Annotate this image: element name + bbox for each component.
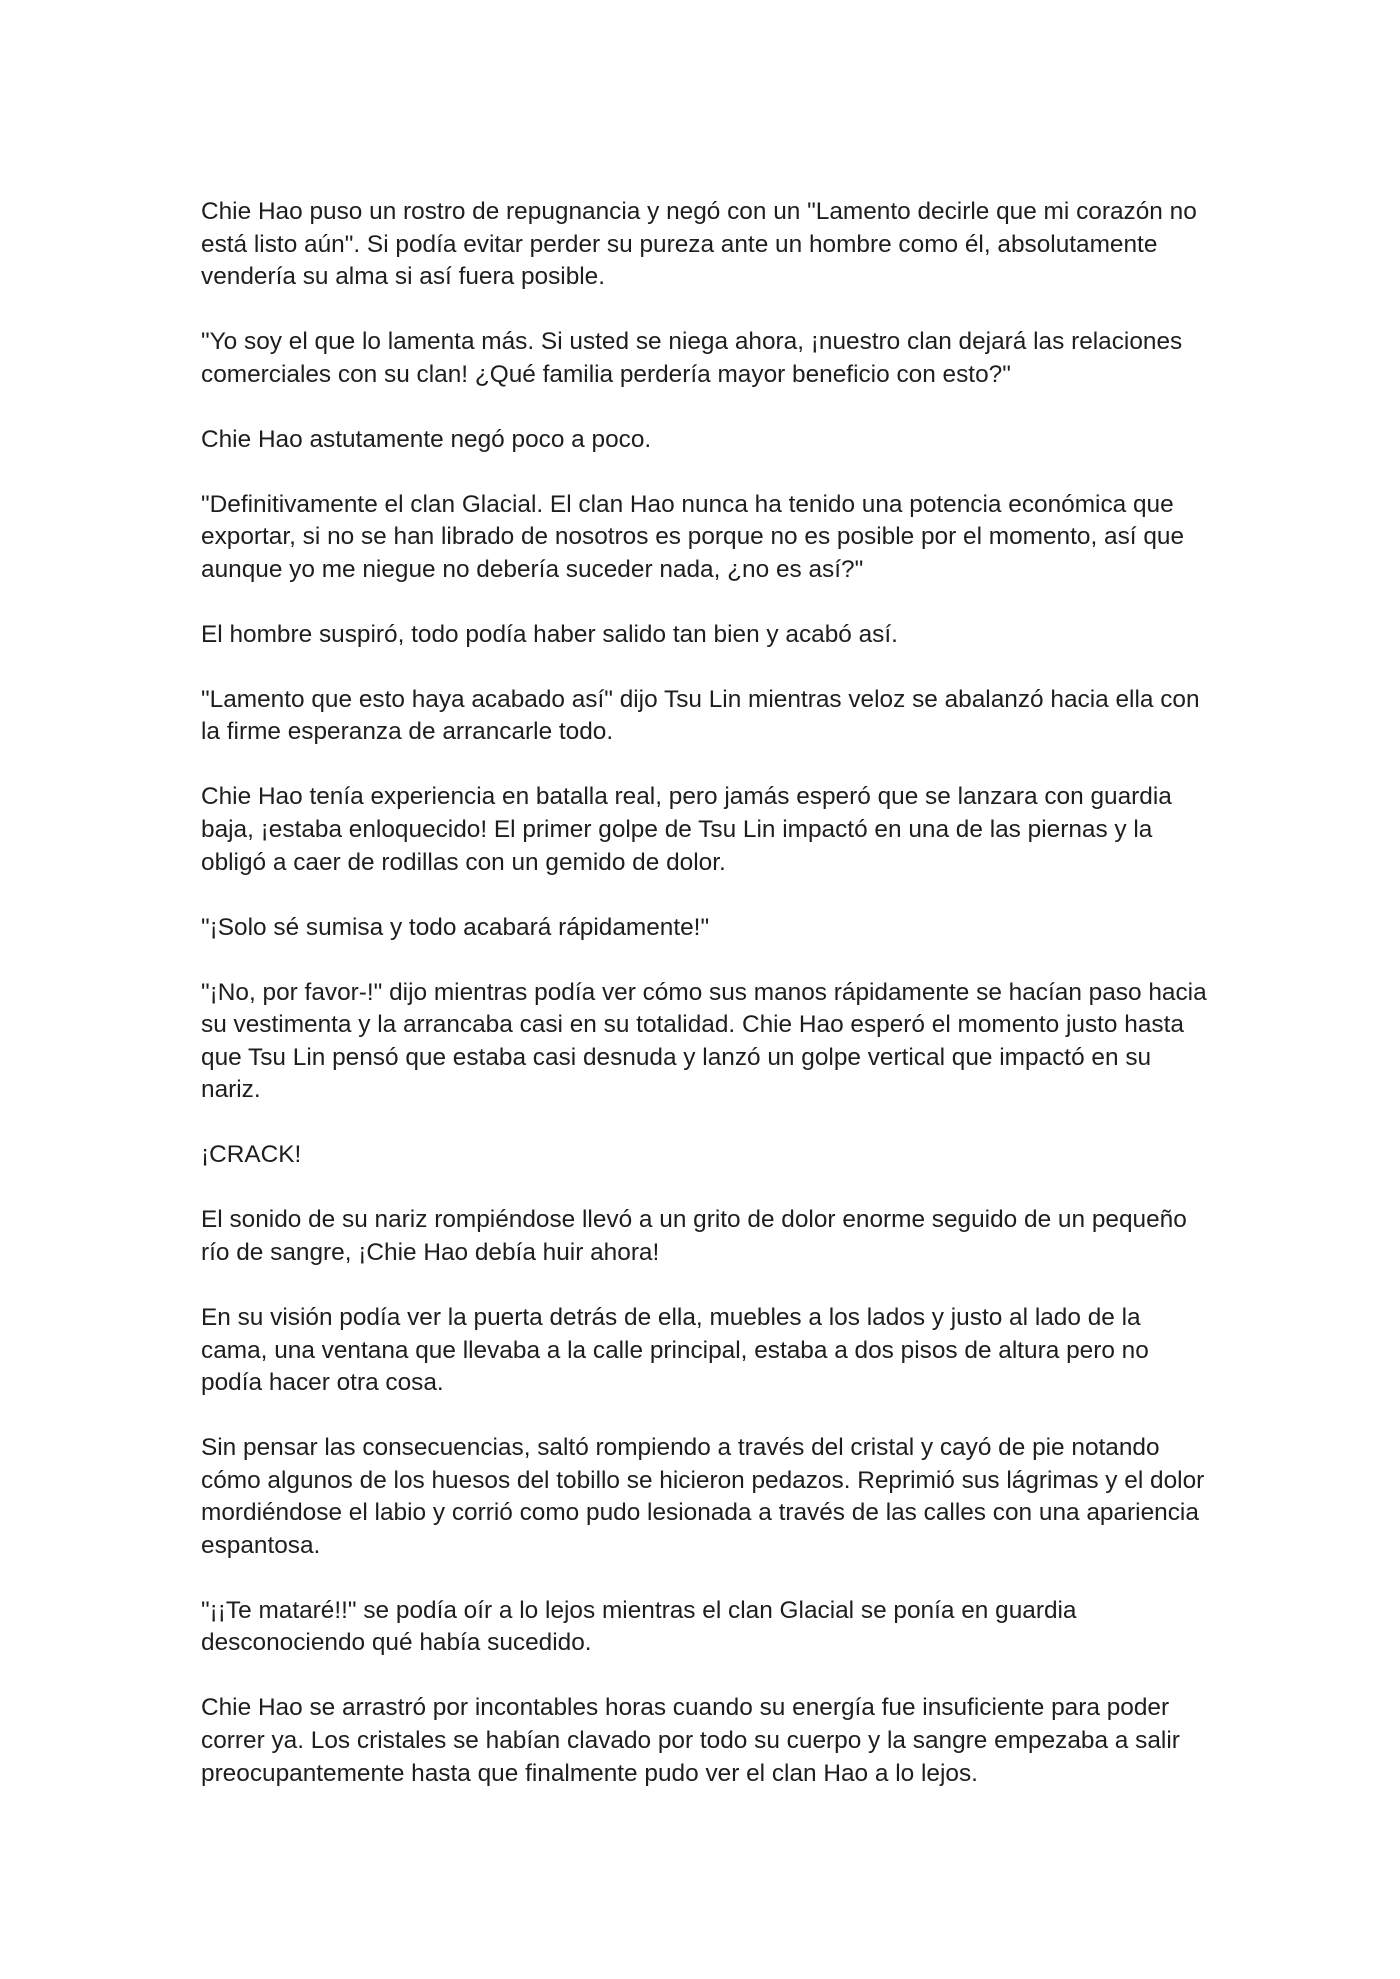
paragraph: Sin pensar las consecuencias, saltó rompiendo a través del cristal y cayó de pie notando cómo algunos de los huesos del tobillo se hicieron pedazos. Reprimió sus lágrimas y el dolor mordiéndose el labio y corrió como pudo lesionada a través de las calles con una apariencia espantosa. [201,1434,1205,1559]
paragraph: "Yo soy el que lo lamenta más. Si usted se niega ahora, ¡nuestro clan dejará las relaciones comerciales con su clan! ¿Qué familia perdería mayor beneficio con esto?" [201,328,1183,388]
paragraph: "¡Solo sé sumisa y todo acabará rápidamente!" [201,913,710,941]
paragraph: Chie Hao puso un rostro de repugnancia y negó con un "Lamento decirle que mi corazón no está listo aún". Si podía evitar perder su pureza ante un hombre como él, absolutamente vendería su alma si así fuera posible. [201,198,1197,291]
paragraph: Chie Hao se arrastró por incontables horas cuando su energía fue insuficiente para poder correr ya. Los cristales se habían clavado por todo su cuerpo y la sangre empezaba a salir preocupantemente hasta que finalmente pudo ver el clan Hao a lo lejos. [201,1694,1180,1787]
paragraph: Chie Hao astutamente negó poco a poco. [201,425,652,453]
document-body [201,196,1211,1823]
paragraph: "Lamento que esto haya acabado así" dijo Tsu Lin mientras veloz se abalanzó hacia ella con la firme esperanza de arrancarle todo. [201,685,1200,746]
paragraph: El hombre suspiró, todo podía haber salido tan bien y acabó así. [201,620,898,648]
paragraph: "Definitivamente el clan Glacial. El clan Hao nunca ha tenido una potencia económica que exportar, si no se han librado de nosotros es porque no es posible por el momento, así que aunque yo me niegue no debería suceder nada, ¿no es así?" [201,490,1185,583]
paragraph: "¡No, por favor-!" dijo mientras podía ver cómo sus manos rápidamente se hacían paso hacia su vestimenta y la arrancaba casi en su totalidad. Chie Hao esperó el momento justo hasta que Tsu Lin pensó que estaba casi desnuda y lanzó un golpe vertical que impactó en su nariz. [201,978,1207,1104]
paragraph: El sonido de su nariz rompiéndose llevó a un grito de dolor enorme seguido de un pequeño río de sangre, ¡Chie Hao debía huir ahora! [201,1206,1187,1266]
paragraph: En su visión podía ver la puerta detrás de ella, muebles a los lados y justo al lado de la cama, una ventana que llevaba a la calle principal, estaba a dos pisos de altura pero no podía hacer otra cosa. [201,1303,1149,1397]
paragraph: Chie Hao tenía experiencia en batalla real, pero jamás esperó que se lanzara con guardia baja, ¡estaba enloquecido! El primer golpe de Tsu Lin impactó en una de las piernas y la obligó a caer de rodillas con un gemido de dolor. [201,783,1172,876]
paragraph: ¡CRACK! [201,1141,302,1169]
paragraph: "¡¡Te mataré!!" se podía oír a lo lejos mientras el clan Glacial se ponía en guardia desconociendo qué había sucedido. [201,1596,1077,1657]
